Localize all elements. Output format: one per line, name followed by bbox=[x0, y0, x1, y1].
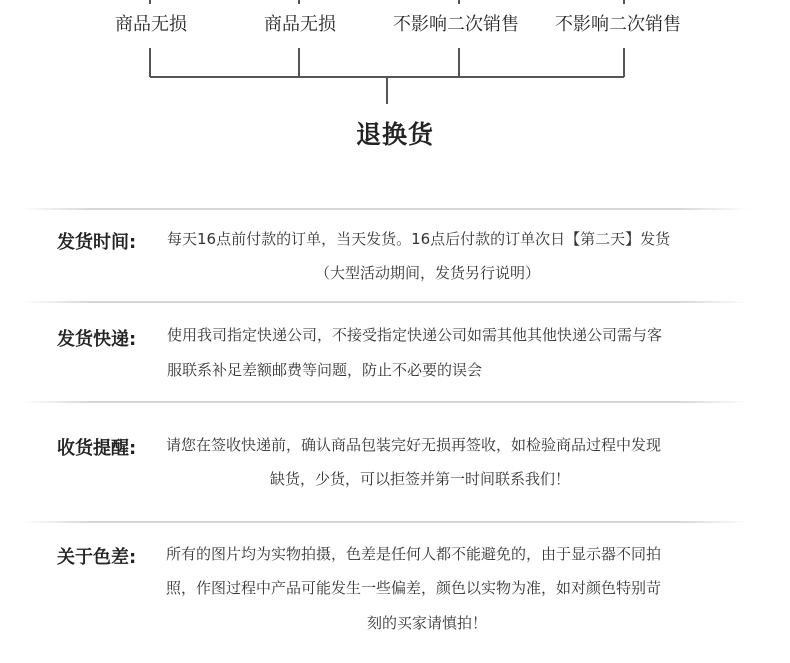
section-text-line: （大型活动期间，发货另行说明） bbox=[315, 264, 541, 282]
section-text-line: 请您在签收快递前，确认商品包装完好无损再签收，如检验商品过程中发现 bbox=[166, 436, 662, 454]
divider-3 bbox=[20, 401, 750, 403]
divider-4 bbox=[20, 521, 750, 523]
bracket-connector bbox=[0, 0, 790, 120]
section-text-line: 所有的图片均为实物拍摄，色差是任何人都不能避免的，由于显示器不同拍 bbox=[166, 545, 662, 563]
condition-label-4: 不影响二次销售 bbox=[555, 14, 681, 35]
page-title: 退换货 bbox=[355, 120, 434, 149]
condition-label-2: 商品无损 bbox=[264, 14, 336, 35]
divider-2 bbox=[20, 301, 750, 303]
section-text-line: 每天16点前付款的订单，当天发货。16点后付款的订单次日【第二天】发货 bbox=[167, 230, 671, 248]
section-label-courier: 发货快递: bbox=[57, 329, 137, 350]
section-label-shipping-time: 发货时间: bbox=[57, 232, 137, 253]
section-text-line: 缺货，少货，可以拒签并第一时间联系我们！ bbox=[270, 470, 571, 488]
section-text-line: 使用我司指定快递公司，不接受指定快递公司如需其他其他快递公司需与客 bbox=[167, 326, 663, 344]
section-text-line: 照，作图过程中产品可能发生一些偏差，颜色以实物为准，如对颜色特别苛 bbox=[166, 579, 662, 597]
condition-label-1: 商品无损 bbox=[115, 14, 187, 35]
section-text-line: 刻的买家请慎拍！ bbox=[367, 614, 488, 632]
section-label-receipt-reminder: 收货提醒: bbox=[57, 438, 137, 459]
section-label-color-difference: 关于色差: bbox=[57, 547, 137, 568]
section-text-line: 服联系补足差额邮费等问题，防止不必要的误会 bbox=[167, 361, 483, 379]
divider-1 bbox=[20, 208, 750, 210]
condition-label-3: 不影响二次销售 bbox=[393, 14, 519, 35]
